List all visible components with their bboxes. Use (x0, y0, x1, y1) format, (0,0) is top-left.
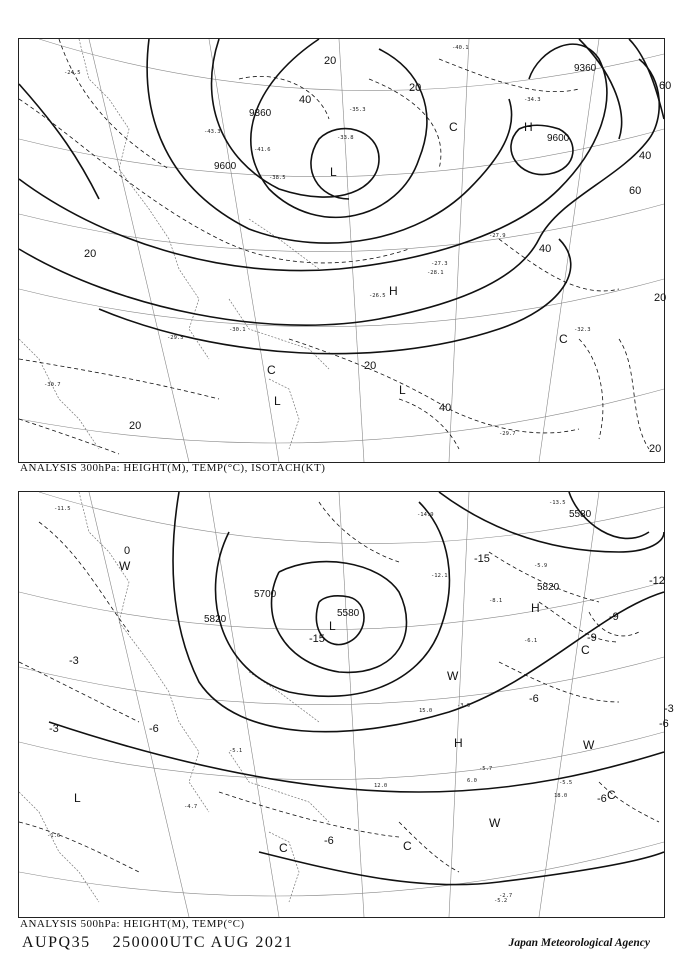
height-contour-label: 5820 (537, 582, 560, 593)
map-panel-500hpa (18, 491, 674, 918)
station-observation: -5.2 (494, 898, 508, 904)
isotherm-label: -6 (597, 793, 607, 805)
isotherm-label: -3 (49, 723, 59, 735)
isotach-label: 20 (654, 292, 667, 304)
station-observation: -4.7 (184, 804, 198, 810)
station-observation: -6.1 (524, 638, 538, 644)
height-contour-label: 9360 (249, 108, 272, 119)
pressure-center-w: W (583, 738, 595, 752)
station-observation: -5.5 (559, 780, 573, 786)
isotherm-label: -12 (649, 575, 665, 587)
station-observation: 12.0 (374, 783, 388, 789)
agency-name: Japan Meteorological Agency (508, 937, 650, 949)
isotach-label: 60 (629, 185, 642, 197)
station-observation: -40.1 (452, 45, 469, 51)
station-observation: -34.3 (524, 97, 541, 103)
pressure-center-w: W (489, 816, 501, 830)
graticule (19, 492, 664, 917)
station-observation: -41.6 (254, 147, 271, 153)
isotach-label: 20 (649, 443, 662, 455)
pressure-center-l: L (399, 383, 406, 397)
pressure-center-c: C (267, 363, 276, 377)
isotherm-label: 0 (124, 545, 131, 557)
station-observation: -12.1 (431, 573, 448, 579)
station-observation: 18.0 (554, 793, 568, 799)
station-observation: -33.8 (337, 135, 354, 141)
station-observation: -38.5 (269, 175, 286, 181)
pressure-center-c: C (607, 788, 616, 802)
station-observation: -5.7 (479, 766, 493, 772)
height-contour-label: 5820 (204, 614, 227, 625)
pressure-center-w: W (447, 669, 459, 683)
isotach-label: 60 (659, 80, 672, 92)
station-observation: 15.0 (419, 708, 433, 714)
pressure-center-h: H (531, 601, 540, 615)
map-500hpa (19, 492, 674, 917)
pressure-center-l: L (74, 791, 81, 805)
station-observation: -3.9 (457, 703, 471, 709)
station-observation: -24.5 (64, 70, 81, 76)
isotach-label: 40 (299, 94, 312, 106)
height-contour-label: 9600 (547, 133, 570, 144)
station-observation: -2.7 (499, 893, 513, 899)
station-observation: -11.5 (54, 506, 71, 512)
chart-code (22, 934, 293, 952)
isotach-label: 20 (129, 420, 142, 432)
isotherm-label: -6 (529, 693, 539, 705)
isotach-label: 20 (84, 248, 97, 260)
isotherm-label: -6 (149, 723, 159, 735)
isotherm-label: -15 (474, 553, 490, 565)
isotherm-label: -6 (659, 718, 669, 730)
station-observation: -8.1 (489, 598, 503, 604)
station-observation: -35.3 (349, 107, 366, 113)
chart-id: AUPQ35 (22, 934, 91, 951)
pressure-center-c: C (403, 839, 412, 853)
pressure-center-l: L (329, 619, 336, 633)
isotherm-label: -3 (69, 655, 79, 667)
station-observation: -26.5 (369, 293, 386, 299)
pressure-center-c: C (559, 332, 568, 346)
station-observation: -13.5 (549, 500, 566, 506)
height-contours (49, 492, 664, 885)
station-observation: -5.1 (229, 748, 243, 754)
isotherm-label: -9 (587, 632, 597, 644)
isotach-label: 20 (324, 55, 337, 67)
pressure-center-c: C (449, 120, 458, 134)
isotherm-label: -15 (309, 633, 325, 645)
pressure-center-w: W (119, 559, 131, 573)
height-contour-label: 5580 (337, 608, 360, 619)
isotherm-label: -3 (664, 703, 674, 715)
caption-300hpa: ANALYSIS 300hPa: HEIGHT(M), TEMP(°C), ISOTACH(KT) (20, 462, 326, 474)
station-observation: -14.9 (417, 512, 434, 518)
station-observation: -28.1 (427, 270, 444, 276)
isotherm-label: -9 (609, 611, 619, 623)
height-contour-label: 9600 (214, 161, 237, 172)
station-observation: -5.9 (534, 563, 548, 569)
isotach-label: 20 (364, 360, 377, 372)
pressure-center-l: L (274, 394, 281, 408)
isotherm-label: -6 (324, 835, 334, 847)
isotach-label: 40 (439, 402, 452, 414)
station-observation: -29.7 (499, 431, 516, 437)
station-observation: -30.1 (229, 327, 246, 333)
isotach-label: 40 (539, 243, 552, 255)
pressure-center-h: H (389, 284, 398, 298)
station-observation: -29.5 (167, 335, 184, 341)
station-observation: -43.3 (204, 129, 221, 135)
station-observation: -32.3 (574, 327, 591, 333)
map-300hpa (19, 39, 672, 462)
station-observation: 6.0 (467, 778, 477, 784)
height-contour-label: 9360 (574, 63, 597, 74)
station-observation: -30.7 (44, 382, 61, 388)
map-panel-300hpa (18, 38, 672, 463)
isotach-contours (19, 39, 652, 454)
station-observation: -1.6 (47, 833, 61, 839)
isotach-label: 20 (409, 82, 422, 94)
pressure-center-h: H (454, 736, 463, 750)
height-contour-label: 5580 (569, 509, 592, 520)
pressure-center-c: C (581, 643, 590, 657)
pressure-center-l: L (330, 165, 337, 179)
pressure-center-c: C (279, 841, 288, 855)
station-observation: -27.9 (489, 233, 506, 239)
valid-time: 250000UTC AUG 2021 (112, 934, 294, 951)
station-observation: -27.3 (431, 261, 448, 267)
isotach-label: 40 (639, 150, 652, 162)
coastline (19, 39, 329, 449)
pressure-center-h: H (524, 120, 533, 134)
height-contour-label: 5700 (254, 589, 277, 600)
caption-500hpa: ANALYSIS 500hPa: HEIGHT(M), TEMP(°C) (20, 918, 245, 930)
